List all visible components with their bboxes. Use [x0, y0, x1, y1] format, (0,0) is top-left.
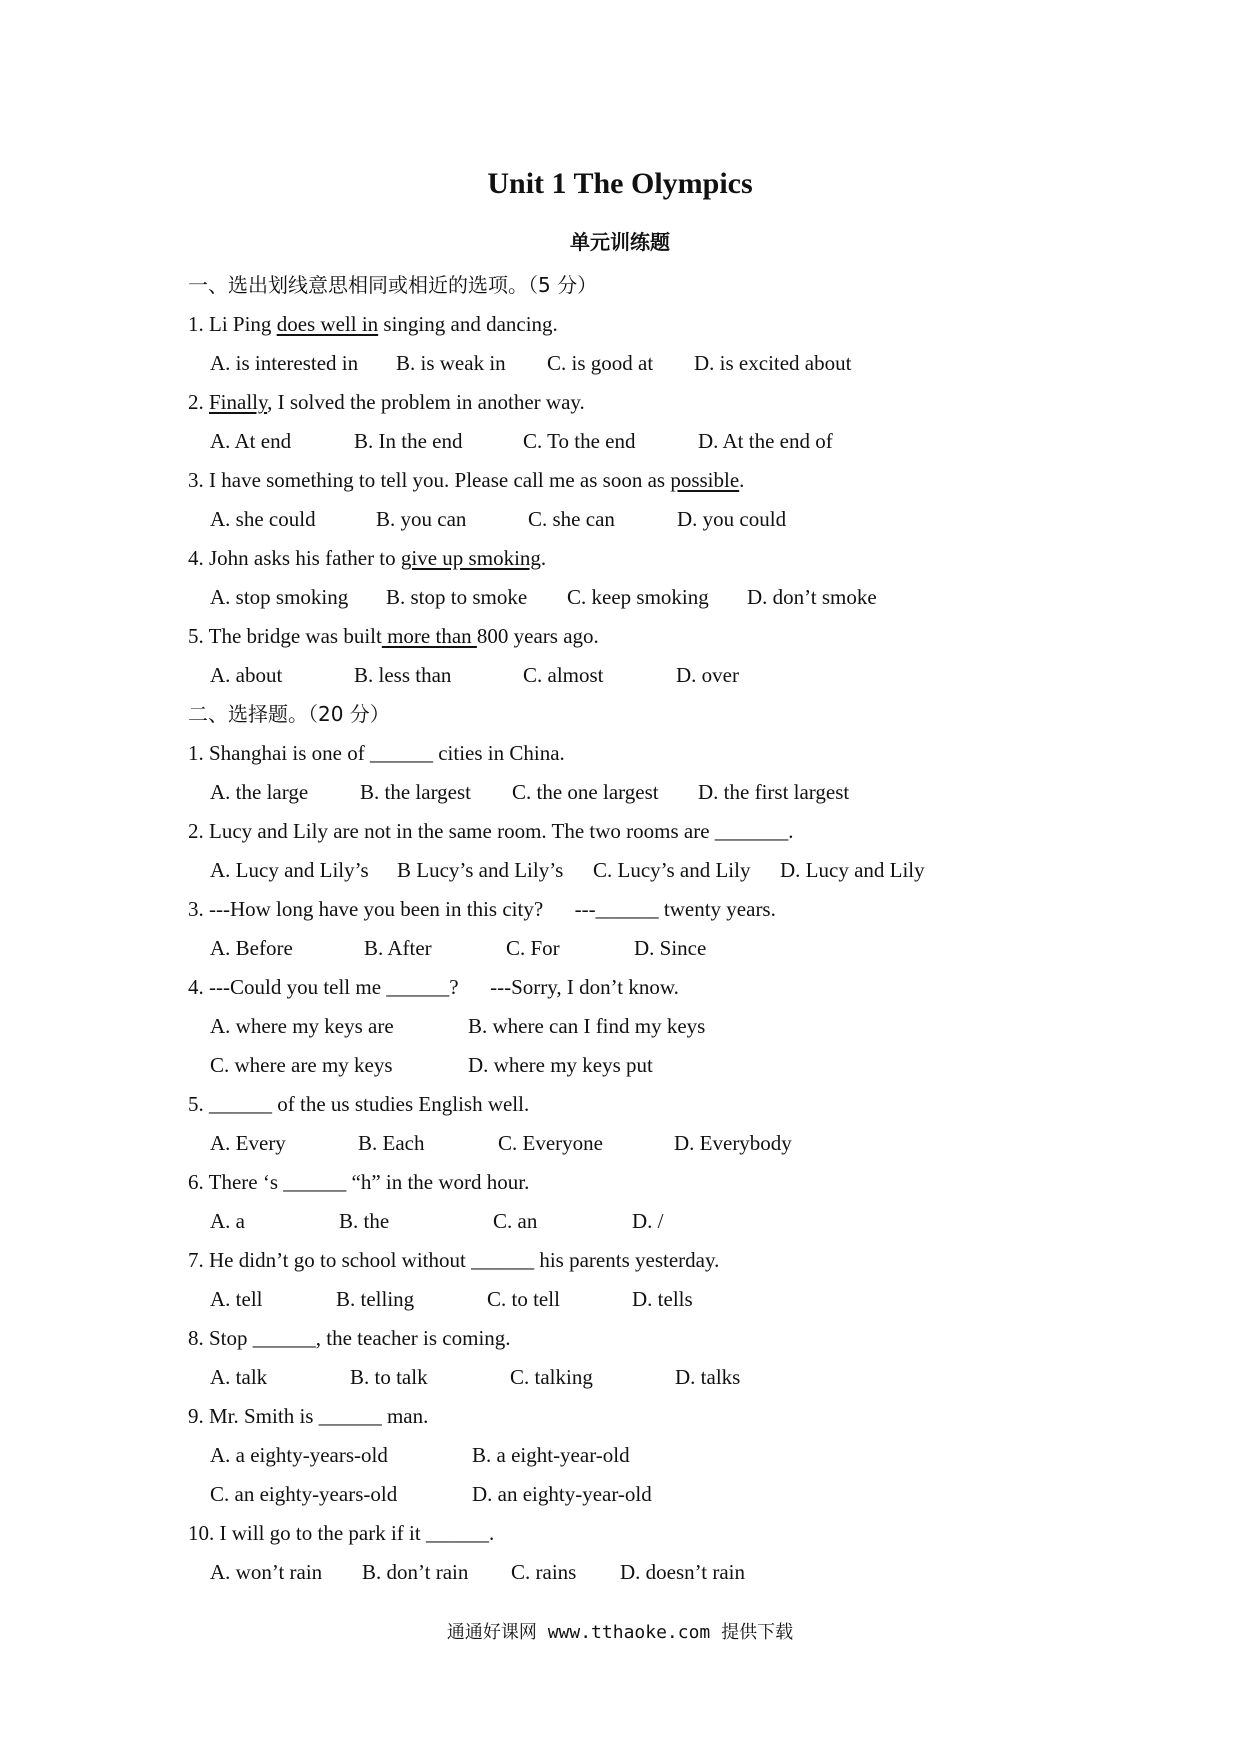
- option-d: D. tells: [632, 1287, 693, 1311]
- option-row: [188, 1475, 1088, 1514]
- page-title: Unit 1 The Olympics: [487, 167, 753, 200]
- option-row: [188, 1202, 1088, 1241]
- option-b: B. telling: [336, 1287, 415, 1311]
- option-c: C. an eighty-years-old: [210, 1482, 398, 1506]
- underlined-phrase: does well in: [276, 312, 379, 336]
- question-stem: 9. Mr. Smith is ______ man.: [188, 1404, 429, 1428]
- option-a: A. Before: [210, 936, 293, 960]
- option-b: B. stop to smoke: [386, 585, 528, 609]
- question-stem: 2. Finally, I solved the problem in another way.: [188, 390, 585, 414]
- option-row: [188, 1124, 1088, 1163]
- option-b: B. the: [339, 1209, 390, 1233]
- option-row: [188, 851, 1088, 890]
- option-d: D. Since: [634, 936, 707, 960]
- s2-question: [188, 1241, 1088, 1319]
- option-c: C. To the end: [523, 429, 636, 453]
- option-row: [188, 656, 1088, 695]
- option-row: [188, 1358, 1088, 1397]
- option-a: A. about: [210, 663, 283, 687]
- underlined-phrase: more than: [381, 624, 477, 648]
- s2-question: [188, 1085, 1088, 1163]
- option-b: B. you can: [376, 507, 467, 531]
- question-stem: 5. ______ of the us studies English well.: [188, 1092, 530, 1116]
- s2-question: [188, 968, 1088, 1085]
- option-row: [188, 1436, 1088, 1475]
- option-row: [188, 578, 1088, 617]
- option-c: C. talking: [510, 1365, 593, 1389]
- s2-question: [188, 1397, 1088, 1514]
- section-1-heading: 一、选出划线意思相同或相近的选项。（5 分）: [188, 273, 598, 297]
- question-stem: 7. He didn’t go to school without ______ his parents yesterday.: [188, 1248, 720, 1272]
- option-b: B Lucy’s and Lily’s: [397, 858, 564, 882]
- option-row: [188, 1553, 1088, 1592]
- option-b: B. a eight-year-old: [472, 1443, 630, 1467]
- option-d: D. is excited about: [694, 351, 852, 375]
- option-b: B. is weak in: [396, 351, 506, 375]
- option-b: B. After: [364, 936, 432, 960]
- option-row: [188, 344, 1088, 383]
- question-stem: 6. There ‘s ______ “h” in the word hour.: [188, 1170, 530, 1194]
- option-d: D. don’t smoke: [747, 585, 877, 609]
- option-d: D. /: [632, 1209, 664, 1233]
- s1-question: [188, 539, 1088, 617]
- question-stem: 1. Li Ping does well in singing and dancing.: [188, 312, 558, 336]
- s1-question: [188, 617, 1088, 695]
- option-d: D. you could: [677, 507, 787, 531]
- download-footer: 通通好课网 www.tthaoke.com 提供下载: [446, 1622, 794, 1643]
- option-b: B. In the end: [354, 429, 463, 453]
- option-c: C. rains: [511, 1560, 577, 1584]
- option-d: D. where my keys put: [468, 1053, 653, 1077]
- option-c: C. almost: [523, 663, 604, 687]
- option-d: D. an eighty-year-old: [472, 1482, 652, 1506]
- option-row: [188, 1007, 1088, 1046]
- option-a: A. a eighty-years-old: [210, 1443, 388, 1467]
- underlined-phrase: Finally: [209, 390, 268, 414]
- option-a: A. Every: [210, 1131, 286, 1155]
- question-stem: 5. The bridge was built more than 800 years ago.: [188, 624, 599, 648]
- option-row: [188, 1280, 1088, 1319]
- question-stem: 10. I will go to the park if it ______.: [188, 1521, 495, 1545]
- option-d: D. At the end of: [698, 429, 833, 453]
- question-stem: 2. Lucy and Lily are not in the same room. The two rooms are _______.: [188, 819, 794, 843]
- option-c: C. For: [506, 936, 560, 960]
- option-a: A. tell: [210, 1287, 263, 1311]
- option-a: A. won’t rain: [210, 1560, 323, 1584]
- option-d: D. doesn’t rain: [620, 1560, 746, 1584]
- section-2-heading: 二、选择题。（20 分）: [188, 702, 390, 726]
- s1-question: [188, 383, 1088, 461]
- option-c: C. keep smoking: [567, 585, 709, 609]
- option-d: D. over: [676, 663, 739, 687]
- question-stem: 1. Shanghai is one of ______ cities in China.: [188, 741, 565, 765]
- option-d: D. talks: [675, 1365, 741, 1389]
- s1-question: [188, 305, 1088, 383]
- option-c: C. where are my keys: [210, 1053, 393, 1077]
- s2-question: [188, 812, 1088, 890]
- option-d: D. Lucy and Lily: [780, 858, 925, 882]
- option-c: C. she can: [528, 507, 615, 531]
- option-row: [188, 422, 1088, 461]
- option-row: [188, 773, 1088, 812]
- option-a: A. stop smoking: [210, 585, 349, 609]
- option-a: A. the large: [210, 780, 309, 804]
- question-stem: 3. I have something to tell you. Please call me as soon as possible.: [188, 468, 745, 492]
- question-stem: 8. Stop ______, the teacher is coming.: [188, 1326, 511, 1350]
- underlined-phrase: possible: [670, 468, 740, 492]
- option-d: D. Everybody: [674, 1131, 792, 1155]
- s2-question: [188, 890, 1088, 968]
- question-stem: 3. ---How long have you been in this city? ---______ twenty years.: [188, 897, 776, 921]
- s2-question: [188, 734, 1088, 812]
- option-c: C. to tell: [487, 1287, 560, 1311]
- option-b: B. don’t rain: [362, 1560, 469, 1584]
- option-c: C. Lucy’s and Lily: [593, 858, 751, 882]
- option-a: A. Lucy and Lily’s: [210, 858, 369, 882]
- option-b: B. where can I find my keys: [468, 1014, 706, 1038]
- s1-question: [188, 461, 1088, 539]
- question-stem: 4. John asks his father to give up smoking.: [188, 546, 547, 570]
- option-c: C. the one largest: [512, 780, 659, 804]
- option-row: [188, 500, 1088, 539]
- worksheet-content: [188, 266, 1088, 1592]
- option-c: C. an: [493, 1209, 538, 1233]
- s2-question: [188, 1163, 1088, 1241]
- s2-question: [188, 1514, 1088, 1592]
- option-row: [188, 929, 1088, 968]
- underlined-phrase: give up smoking: [400, 546, 541, 570]
- page-subtitle: 单元训练题: [570, 230, 670, 254]
- option-a: A. where my keys are: [210, 1014, 394, 1038]
- question-stem: 4. ---Could you tell me ______? ---Sorry, I don’t know.: [188, 975, 679, 999]
- s2-question: [188, 1319, 1088, 1397]
- option-c: C. is good at: [547, 351, 654, 375]
- option-a: A. a: [210, 1209, 245, 1233]
- option-b: B. to talk: [350, 1365, 428, 1389]
- option-a: A. is interested in: [210, 351, 359, 375]
- option-a: A. talk: [210, 1365, 268, 1389]
- option-a: A. At end: [210, 429, 292, 453]
- option-b: B. the largest: [360, 780, 472, 804]
- option-c: C. Everyone: [498, 1131, 603, 1155]
- option-d: D. the first largest: [698, 780, 850, 804]
- option-b: B. less than: [354, 663, 452, 687]
- option-b: B. Each: [358, 1131, 425, 1155]
- option-a: A. she could: [210, 507, 316, 531]
- option-row: [188, 1046, 1088, 1085]
